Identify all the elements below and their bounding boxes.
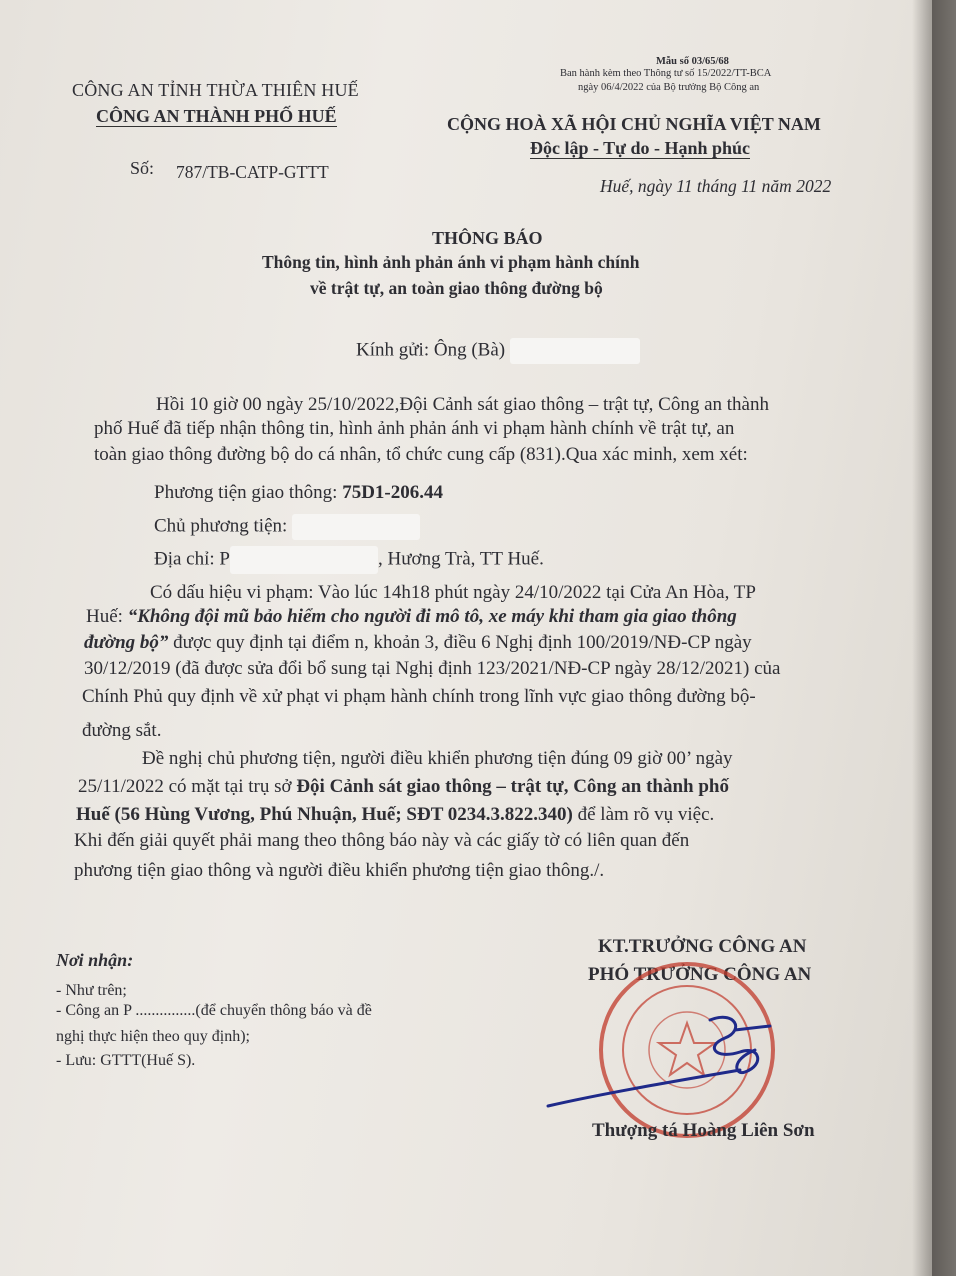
recipients-item-3: - Lưu: GTTT(Huế S). (56, 1052, 196, 1069)
para3-line2: 25/11/2022 có mặt tại trụ sở Đội Cảnh sát giao thông – trật tự, Công an thành phố (78, 776, 729, 797)
owner-label: Chủ phương tiện: (154, 515, 288, 537)
para1-line1: Hồi 10 giờ 00 ngày 25/10/2022,Đội Cảnh sát giao thông – trật tự, Công an thành (156, 394, 769, 415)
address-rest: , Hương Trà, TT Huế. (378, 548, 544, 570)
place-date: Huế, ngày 11 tháng 11 năm 2022 (600, 176, 832, 196)
handwritten-signature-icon (540, 990, 780, 1120)
vehicle-label: Phương tiện giao thông: (154, 482, 338, 503)
redacted-recipient-name (510, 338, 640, 364)
vehicle-plate: 75D1-206.44 (342, 482, 443, 503)
para1-line3: toàn giao thông đường bộ do cá nhân, tổ chức cung cấp (831).Qua xác minh, xem xét: (94, 444, 748, 465)
country-name: CỘNG HOÀ XÃ HỘI CHỦ NGHĨA VIỆT NAM (447, 114, 821, 134)
recipient-label: Kính gửi: Ông (Bà) (356, 339, 506, 361)
address-label: Địa chỉ: P (154, 548, 230, 570)
signature-title-1: KT.TRƯỞNG CÔNG AN (598, 936, 807, 957)
para2-line6: đường sắt. (82, 720, 162, 741)
para3-line1: Đề nghị chủ phương tiện, người điều khiển phương tiện đúng 09 giờ 00’ ngày (142, 748, 733, 769)
doc-title: THÔNG BÁO (432, 228, 543, 248)
para2-line1: Có dấu hiệu vi phạm: Vào lúc 14h18 phút ngày 24/10/2022 tại Cửa An Hòa, TP (150, 582, 756, 603)
para2-line4: 30/12/2019 (đã được sửa đổi bổ sung tại Nghị định 123/2021/NĐ-CP ngày 28/12/2021) của (84, 658, 781, 679)
recipients-item-2-cont: nghị thực hiện theo quy định); (56, 1028, 250, 1045)
violation-text: “Không đội mũ bảo hiểm cho người đi mô tô, xe máy khi tham gia giao thông (127, 606, 737, 627)
signer-name: Thượng tá Hoàng Liên Sơn (592, 1120, 815, 1141)
recipients-item-2: - Công an P ...............(để chuyển thông báo và đề (56, 1002, 372, 1019)
doc-number-label: Số: (130, 158, 155, 178)
form-issue-line-2: ngày 06/4/2022 của Bộ trưởng Bộ Công an (578, 82, 760, 93)
vehicle-line (154, 482, 443, 504)
page-edge-shadow (912, 0, 956, 1276)
address-line (154, 546, 544, 574)
form-issue-line-1: Ban hành kèm theo Thông tư số 15/2022/TT-BCA (560, 68, 772, 79)
motto: Độc lập - Tự do - Hạnh phúc (530, 138, 751, 158)
recipients-heading: Nơi nhận: (56, 950, 134, 970)
recipients-item-1: - Như trên; (56, 982, 127, 999)
redacted-address (230, 546, 378, 574)
para2-line2: Huế: “Không đội mũ bảo hiểm cho người đi mô tô, xe máy khi tham gia giao thông (86, 606, 737, 627)
doc-subtitle-1: Thông tin, hình ảnh phản ánh vi phạm hành chính (262, 252, 640, 272)
para2-line5: Chính Phủ quy định về xử phạt vi phạm hành chính trong lĩnh vực giao thông đường bộ- (82, 686, 756, 707)
owner-line (154, 514, 420, 540)
doc-number: 787/TB-CATP-GTTT (176, 162, 329, 182)
para2-line3: đường bộ” được quy định tại điểm n, khoản 3, điều 6 Nghị định 100/2019/NĐ-CP ngày (84, 632, 752, 653)
para3-line4: Khi đến giải quyết phải mang theo thông báo này và các giấy tờ có liên quan đến (74, 830, 690, 851)
org-parent: CÔNG AN TỈNH THỪA THIÊN HUẾ (72, 80, 359, 100)
redacted-owner-name (292, 514, 420, 540)
para1-line2: phố Huế đã tiếp nhận thông tin, hình ảnh phản ánh vi phạm hành chính về trật tự, an (94, 418, 735, 439)
org-name: CÔNG AN THÀNH PHỐ HUẾ (96, 106, 337, 126)
para3-line5: phương tiện giao thông và người điều khiển phương tiện giao thông./. (74, 860, 605, 881)
doc-subtitle-2: về trật tự, an toàn giao thông đường bộ (310, 278, 603, 298)
para3-line3: Huế (56 Hùng Vương, Phú Nhuận, Huế; SĐT 0234.3.822.340) để làm rõ vụ việc. (76, 804, 715, 825)
recipient-line (356, 338, 640, 364)
form-number: Mẫu số 03/65/68 (656, 56, 729, 67)
signature-title-2: PHÓ TRƯỞNG CÔNG AN (588, 964, 812, 985)
